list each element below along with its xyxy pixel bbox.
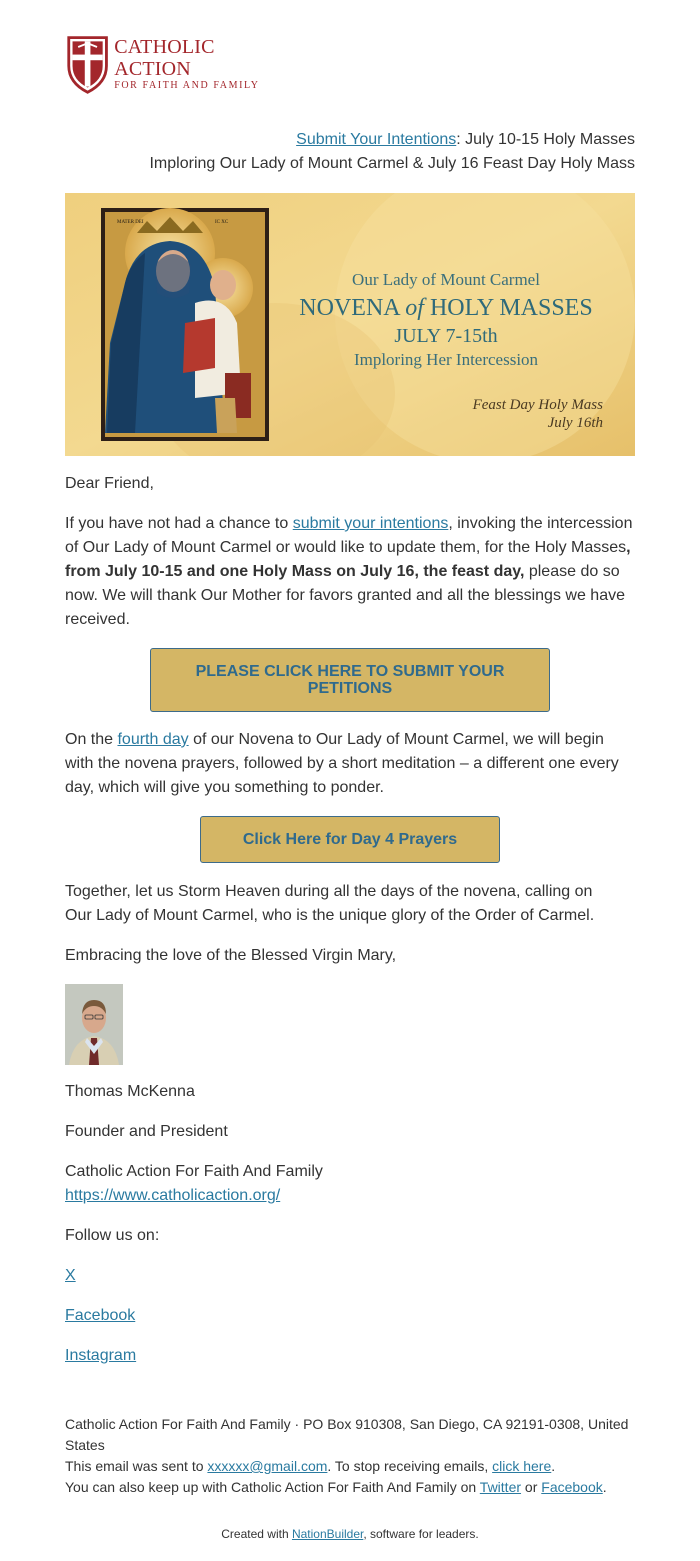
footer-facebook-link[interactable]: Facebook [541,1479,603,1495]
closing: Embracing the love of the Blessed Virgin Mary, [65,947,397,964]
banner-line-5: Feast Day Holy Mass [472,397,603,413]
submit-intentions-link[interactable]: Submit Your Intentions [296,131,457,148]
nationbuilder-credit: Created with NationBuilder, software for leaders. [221,1527,479,1541]
nationbuilder-link[interactable]: NationBuilder [291,1527,364,1541]
paragraph-storm-heaven: Together, let us Storm Heaven during all the days of the novena, calling on Our Lady of Mount Carmel, who is the unique glory of the Order of Carmel. [65,883,595,924]
logo[interactable] [65,30,285,98]
email-footer [65,1414,635,1498]
website-link[interactable]: https://www.catholicaction.org/ [65,1187,281,1204]
follow-us: Follow us on: [65,1227,160,1244]
facebook-link[interactable]: Facebook [65,1307,136,1324]
banner-graphic [65,193,635,456]
banner-line-3: JULY 7-15th [394,325,498,347]
paragraph-intentions: If you have not had a chance to submit your intentions, invoking the intercession of Our Lady of Mount Carmel or would like to update them, for the Holy Masses, from July 10-15 and one Holy Mass on July 16, the feast day, please do so now. We will thank Our Mother for favors granted and all the blessings we have received. [65,515,633,628]
logo-title: CATHOLIC ACTION [114,36,215,80]
social-facebook [65,1304,635,1328]
x-link[interactable]: X [65,1267,76,1284]
paragraph-fourth-day: On the fourth day of our Novena to Our Lady of Mount Carmel, we will begin with the novena prayers, followed by a short meditation – a different one every day, which will give you something to ponder. [65,731,619,796]
logo-subtitle: FOR FAITH AND FAMILY [114,80,260,91]
banner-line-2: NOVENA of HOLY MASSES [299,295,593,321]
signer-role: Founder and President [65,1123,228,1140]
footer-keep-up: You can also keep up with Catholic Action For Faith And Family on Twitter or Facebook. [65,1479,607,1495]
banner-line-6: July 16th [547,415,603,431]
greeting: Dear Friend, [65,475,154,492]
icon-painting [101,208,269,441]
signer-photo [65,984,123,1065]
footer-sent-to: This email was sent to xxxxxx@gmail.com. To stop receiving emails, click here. [65,1458,556,1474]
recipient-email-link[interactable]: xxxxxx@gmail.com [207,1458,328,1474]
social-x [65,1264,635,1288]
unsubscribe-link[interactable]: click here [492,1458,552,1474]
submit-intentions-inline-link[interactable]: submit your intentions [292,515,449,532]
signer-org: Catholic Action For Faith And Family https://www.catholicaction.org/ [65,1163,323,1204]
signer-name: Thomas McKenna [65,1083,195,1100]
banner-line-4: Imploring Her Intercession [353,350,539,369]
footer-twitter-link[interactable]: Twitter [479,1479,522,1495]
shield-cross-icon [65,32,110,96]
fourth-day-link[interactable]: fourth day [117,731,189,748]
feast-day-emphasis: , from July 10-15 and one Holy Mass on July 16, the feast day, [65,539,631,580]
footer-address: Catholic Action For Faith And Family · PO Box 910308, San Diego, CA 92191-0308, United States [65,1416,629,1453]
intro-block [65,128,635,176]
novena-banner[interactable] [65,193,635,456]
intro-line-2: Imploring Our Lady of Mount Carmel & July 16 Feast Day Holy Mass [149,155,635,172]
instagram-link[interactable]: Instagram [65,1347,137,1364]
svg-text:IC XC: IC XC [215,220,229,225]
svg-text:MATER DEI: MATER DEI [117,220,144,225]
day-4-prayers-button[interactable]: Click Here for Day 4 Prayers [200,816,500,863]
banner-line-1: Our Lady of Mount Carmel [352,270,540,289]
social-instagram [65,1344,635,1368]
submit-petitions-button[interactable]: PLEASE CLICK HERE TO SUBMIT YOUR PETITIONS [150,648,550,712]
intro-line-1: Submit Your Intentions: July 10-15 Holy Masses [296,131,635,148]
